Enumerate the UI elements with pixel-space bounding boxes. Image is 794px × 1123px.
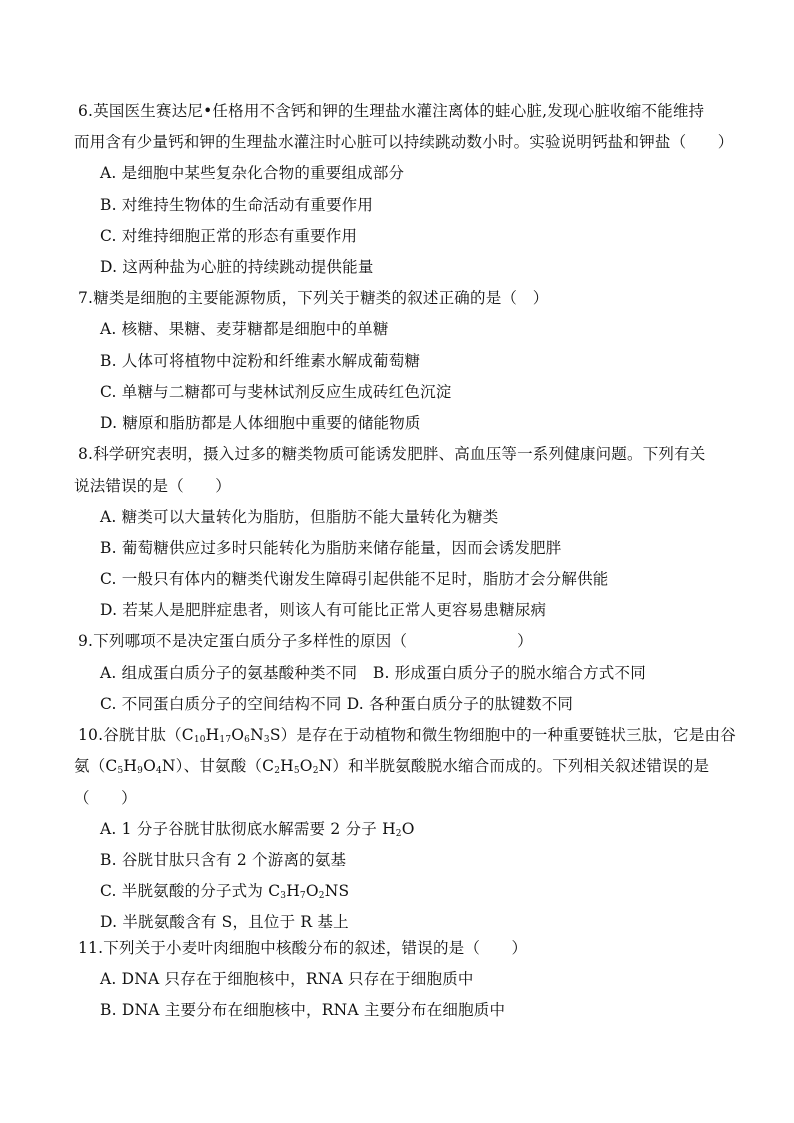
question-7-option-c: C. 单糖与二糖都可与斐林试剂反应生成砖红色沉淀 [100, 383, 452, 401]
question-11-option-a: A. DNA 只存在于细胞核中，RNA 只存在于细胞质中 [100, 970, 474, 988]
question-7-stem: 7.糖类是细胞的主要能源物质，下列关于糖类的叙述正确的是（ ） [78, 289, 549, 307]
question-6-stem-line-2: 而用含有少量钙和钾的生理盐水灌注时心脏可以持续跳动数小时。实验说明钙盐和钾盐（ ） [74, 133, 734, 151]
question-8-stem-line-1: 8.科学研究表明，摄入过多的糖类物质可能诱发肥胖、高血压等一系列健康问题。下列有关 [78, 445, 706, 463]
question-9-options-row-1: A. 组成蛋白质分子的氨基酸种类不同 B. 形成蛋白质分子的脱水缩合方式不同 [100, 664, 646, 682]
question-9-stem: 9.下列哪项不是决定蛋白质分子多样性的原因（ ） [78, 632, 533, 650]
question-10-option-d: D. 半胱氨酸含有 S，且位于 R 基上 [100, 913, 349, 931]
question-8-option-b: B. 葡萄糖供应过多时只能转化为脂肪来储存能量，因而会诱发肥胖 [100, 539, 562, 557]
question-10-stem-line-3: （ ） [74, 789, 137, 807]
question-10-option-a: A. 1 分子谷胱甘肽彻底水解需要 2 分子 $H_2O$ [100, 820, 415, 839]
question-6-stem-line-1: 6.英国医生赛达尼•任格用不含钙和钾的生理盐水灌注离体的蛙心脏,发现心脏收缩不能维持 [78, 102, 705, 120]
question-8-stem-line-2: 说法错误的是（ ） [74, 477, 232, 495]
question-7-option-a: A. 核糖、果糖、麦芽糖都是细胞中的单糖 [100, 320, 389, 338]
question-6-option-a: A. 是细胞中某些复杂化合物的重要组成部分 [100, 164, 405, 182]
question-10-option-c: C. 半胱氨酸的分子式为 $C_3H_7O_2NS$ [100, 882, 350, 901]
question-9-options-row-2: C. 不同蛋白质分子的空间结构不同 D. 各种蛋白质分子的肽键数不同 [100, 695, 574, 713]
question-10-stem-line-1: 10.谷胱甘肽$(C_{10}H_{17}O_6N_3S)$是存在于动植物和微生物细胞中的一种重要链状三肽，它是由谷 [78, 726, 736, 745]
question-8-option-a: A. 糖类可以大量转化为脂肪，但脂肪不能大量转化为糖类 [100, 508, 499, 526]
question-6-option-b: B. 对维持生物体的生命活动有重要作用 [100, 196, 374, 214]
question-8-option-c: C. 一般只有体内的糖类代谢发生障碍引起供能不足时，脂肪才会分解供能 [100, 570, 609, 588]
question-7-option-b: B. 人体可将植物中淀粉和纤维素水解成葡萄糖 [100, 352, 421, 370]
question-10-stem-line-2: 氨$(C_5H_9O_4N)$、甘氨酸$(C_2H_5O_2N)$和半胱氨酸脱水缩合而成的。下列相关叙述错误的是 [74, 757, 710, 776]
question-8-option-d: D. 若某人是肥胖症患者，则该人有可能比正常人更容易患糖尿病 [100, 601, 547, 619]
question-11-option-b: B. DNA 主要分布在细胞核中，RNA 主要分布在细胞质中 [100, 1001, 506, 1019]
question-11-stem: 11.下列关于小麦叶肉细胞中核酸分布的叙述，错误的是（ ） [78, 939, 528, 957]
question-6-option-c: C. 对维持细胞正常的形态有重要作用 [100, 227, 358, 245]
question-7-option-d: D. 糖原和脂肪都是人体细胞中重要的储能物质 [100, 414, 421, 432]
question-6-option-d: D. 这两种盐为心脏的持续跳动提供能量 [100, 258, 374, 276]
question-10-option-b: B. 谷胱甘肽只含有 2 个游离的氨基 [100, 851, 347, 869]
